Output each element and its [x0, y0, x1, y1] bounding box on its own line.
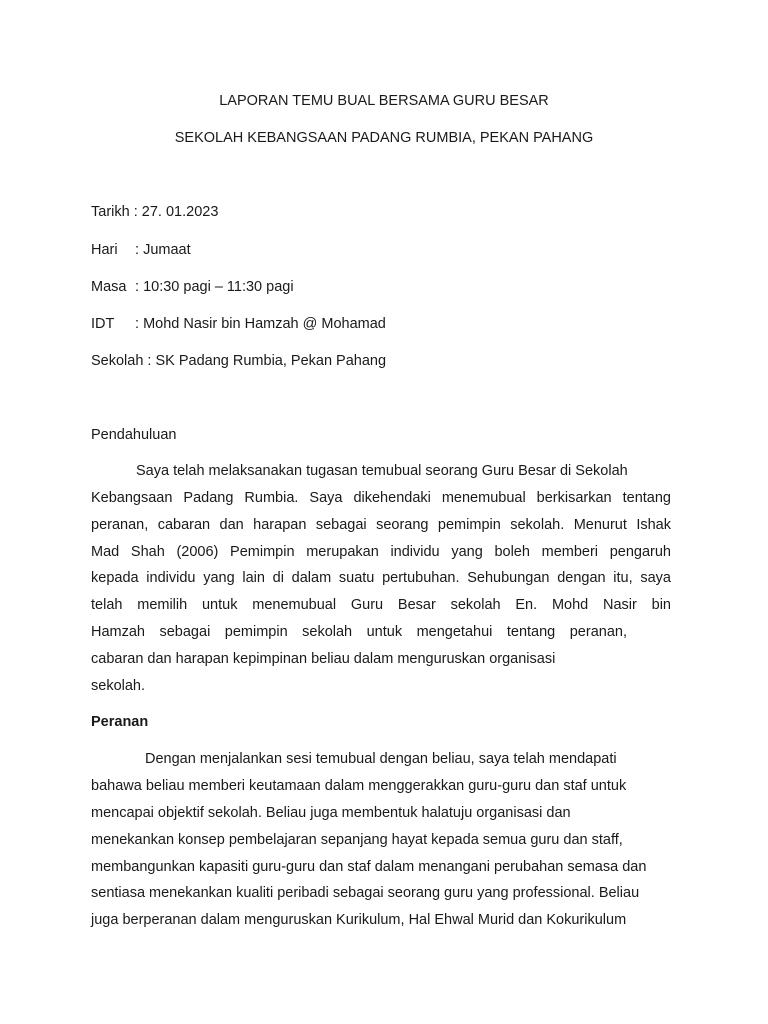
peranan-line: sentiasa menekankan kualiti peribadi sebagai seorang guru yang professional. Beliau	[91, 885, 640, 901]
pendahuluan-line: sekolah.	[91, 678, 146, 694]
section-heading-pendahuluan: Pendahuluan	[91, 427, 177, 443]
peranan-line: mencapai objektif sekolah. Beliau juga membentuk halatuju organisasi dan	[91, 805, 571, 821]
info-value-idt: Mohd Nasir bin Hamzah @ Mohamad	[143, 316, 386, 332]
section-heading-peranan: Peranan	[91, 714, 149, 730]
document-title-line-2: SEKOLAH KEBANGSAAN PADANG RUMBIA, PEKAN PAHANG	[174, 130, 594, 146]
info-sep-tarikh: :	[129, 204, 142, 220]
peranan-line: juga berperanan dalam menguruskan Kurikulum, Hal Ehwal Murid dan Kokurikulum	[91, 912, 627, 928]
pendahuluan-line: peranan, cabaran dan harapan sebagai seorang pemimpin sekolah. Menurut Ishak	[91, 517, 671, 533]
info-value-hari: Jumaat	[143, 242, 191, 258]
info-sep-masa: :	[135, 279, 144, 295]
info-value-tarikh: 27. 01.2023	[141, 204, 219, 220]
peranan-line: Dengan menjalankan sesi temubual dengan beliau, saya telah mendapati	[145, 751, 617, 767]
info-label-hari: Hari	[91, 242, 118, 258]
pendahuluan-line: telah memilih untuk menemubual Guru Besar sekolah En. Mohd Nasir bin	[91, 597, 671, 613]
info-label-idt: IDT	[91, 316, 115, 332]
info-value-masa: 10:30 pagi – 11:30 pagi	[143, 279, 294, 295]
pendahuluan-line: Mad Shah (2006) Pemimpin merupakan individu yang boleh memberi pengaruh	[91, 544, 671, 560]
pendahuluan-line: Hamzah sebagai pemimpin sekolah untuk mengetahui tentang peranan,	[91, 624, 627, 640]
peranan-line: bahawa beliau memberi keutamaan dalam menggerakkan guru-guru dan staf untuk	[91, 778, 627, 794]
pendahuluan-line: cabaran dan harapan kepimpinan beliau dalam menguruskan organisasi	[91, 651, 556, 667]
info-label-masa: Masa	[91, 279, 127, 295]
info-sep-sekolah: :	[143, 353, 156, 369]
pendahuluan-line: kepada individu yang lain di dalam suatu pertubuhan. Sehubungan dengan itu, saya	[91, 570, 671, 586]
info-sep-idt: :	[135, 316, 144, 332]
pendahuluan-line: Kebangsaan Padang Rumbia. Saya dikehendaki menemubual berkisarkan tentang	[91, 490, 671, 506]
info-label-tarikh: Tarikh	[91, 204, 130, 220]
info-label-sekolah: Sekolah	[91, 353, 144, 369]
peranan-line: membangunkan kapasiti guru-guru dan staf dalam menangani perubahan semasa dan	[91, 859, 647, 875]
document-title-line-1: LAPORAN TEMU BUAL BERSAMA GURU BESAR	[219, 93, 549, 109]
info-row-tarikh	[91, 204, 218, 220]
info-value-sekolah: SK Padang Rumbia, Pekan Pahang	[155, 353, 387, 369]
info-row-idt	[91, 316, 386, 332]
info-row-masa	[91, 279, 294, 295]
peranan-line: menekankan konsep pembelajaran sepanjang hayat kepada semua guru dan staff,	[91, 832, 623, 848]
pendahuluan-line: Saya telah melaksanakan tugasan temubual seorang Guru Besar di Sekolah	[136, 463, 628, 479]
info-row-hari	[91, 242, 191, 258]
info-row-sekolah	[91, 353, 386, 369]
info-sep-hari: :	[135, 242, 144, 258]
